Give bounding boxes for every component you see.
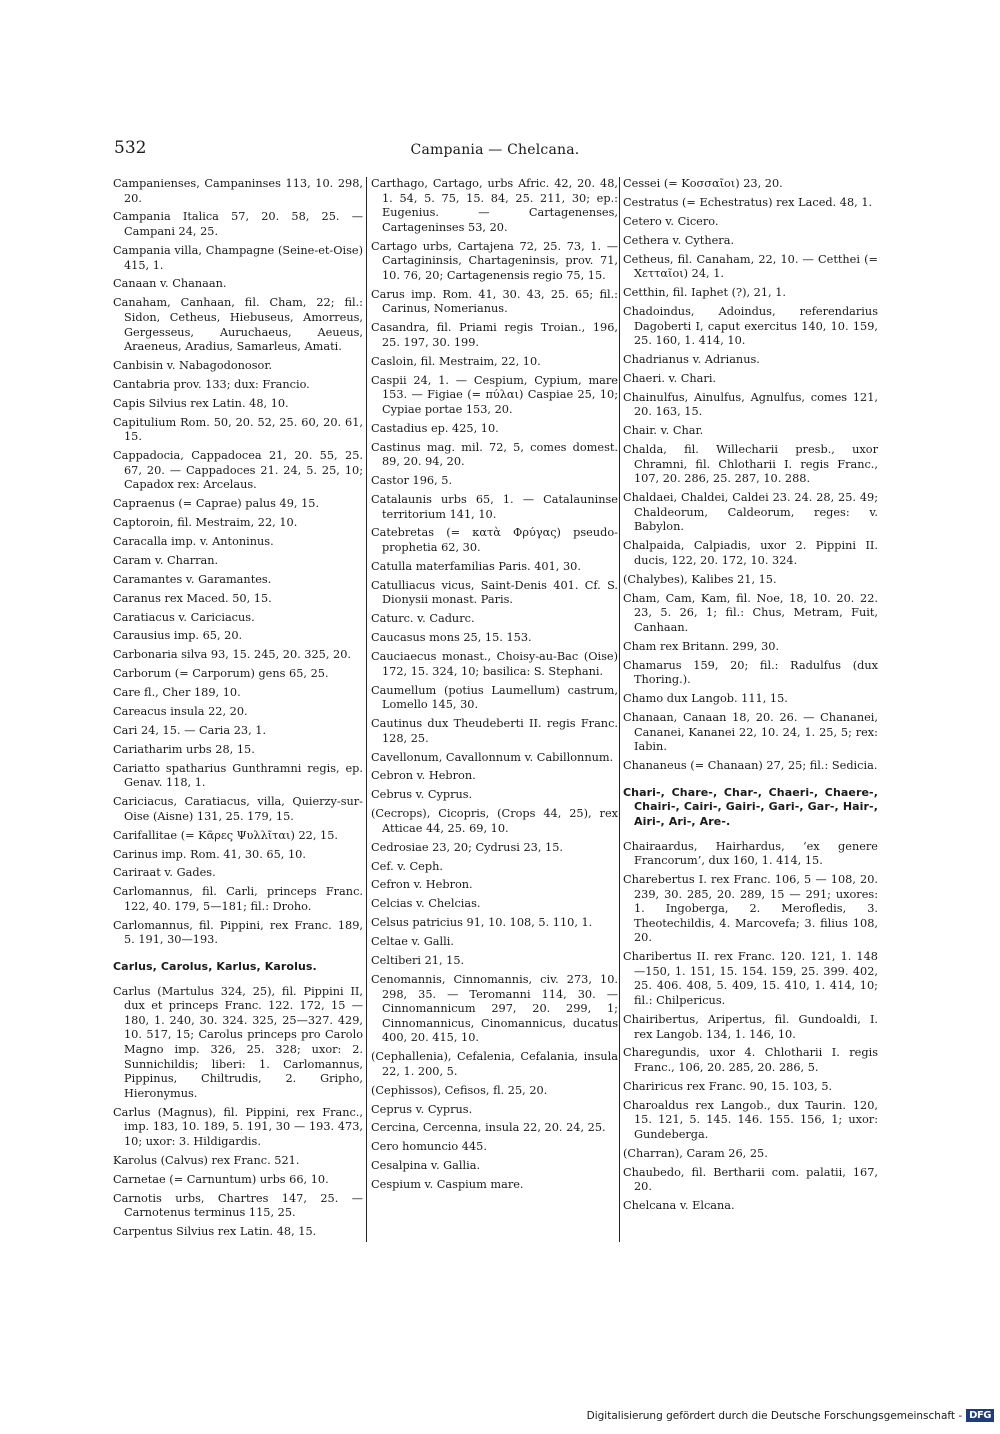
index-entry: Caracalla imp. v. Antoninus. — [113, 535, 274, 549]
index-entry: Capitulium Rom. 50, 20. 52, 25. 60, 20. 61, 15. — [113, 415, 363, 444]
index-entry: (Chalybes), Kalibes 21, 15. — [623, 572, 777, 586]
index-entry: Cethera v. Cythera. — [623, 233, 735, 247]
index-entry: Ceprus v. Cyprus. — [371, 1102, 473, 1116]
column-rule-right — [619, 177, 620, 1242]
index-entry: Casloin, fil. Mestraim, 22, 10. — [371, 354, 541, 368]
index-entry: Caramantes v. Garamantes. — [113, 572, 272, 586]
index-entry: Carus imp. Rom. 41, 30. 43, 25. 65; fil.: Carinus, Nomerianus. — [371, 287, 618, 316]
index-entry: Cetheus, fil. Canaham, 22, 10. — Cetthei (= Χετταῖοι) 24, 1. — [623, 252, 878, 281]
index-entry: (Charran), Caram 26, 25. — [623, 1146, 768, 1160]
index-entry: Chadrianus v. Adrianus. — [623, 353, 760, 367]
index-entry: Carifallitae (= Κᾶρες Ψυλλῖται) 22, 15. — [113, 828, 338, 842]
index-entry: Cenomannis, Cinnomannis, civ. 273, 10. 298, 35. — Teromanni 114, 30. — Cinnomannicum 297, 20. 299, 1; Cinnomannicus, Cinomannicus, ducatus 400, 20. 415, 10. — [371, 972, 618, 1045]
index-entry: Cariciacus, Caratiacus, villa, Quierzy-sur-Oise (Aisne) 131, 25. 179, 15. — [113, 795, 363, 823]
index-entry: Canaan v. Chanaan. — [113, 277, 227, 291]
index-entry: Carlus (Martulus 324, 25), fil. Pippini II, dux et princeps Franc. 122. 172, 15 —180, 1. 240, 30. 324. 325, 25—327. 429, 10. 517, 15; Carolus princeps pro Carolo Magno imp. 326, 25. 328; uxor: 2. Sunnichildis; liberi: 1. Carlomannus, Pippinus, Chiltrudis, 2. Gripho, Hieronymus. — [113, 984, 363, 1100]
index-entry: Chalpaida, Calpiadis, uxor 2. Pippini II. ducis, 122, 20. 172, 10. 324. — [623, 539, 878, 567]
index-entry: Caram v. Charran. — [113, 553, 219, 567]
index-entry: Cebron v. Hebron. — [371, 769, 476, 783]
index-entry: Chair. v. Char. — [623, 424, 704, 438]
index-entry: (Cecrops), Cicopris, (Crops 44, 25), rex Atticae 44, 25. 69, 10. — [371, 807, 618, 835]
index-entry: Chamarus 159, 20; fil.: Radulfus (dux Thoring.). — [623, 658, 878, 687]
index-entry: Catulliacus vicus, Saint-Denis 401. Cf. S. Dionysii monast. Paris. — [371, 578, 618, 607]
index-entry: Caturc. v. Cadurc. — [371, 612, 475, 626]
index-entry: Chanaan, Canaan 18, 20. 26. — Chananei, Cananei, Kananei 22, 10. 24, 1. 25, 5; rex: Iabin. — [623, 711, 878, 754]
index-entry: Chananeus (= Chanaan) 27, 25; fil.: Sedicia. — [623, 759, 878, 773]
index-entry: Cariraat v. Gades. — [113, 866, 216, 880]
index-entry: Chaldaei, Chaldei, Caldei 23. 24. 28, 25. 49; Chaldeorum, Caldeorum, reges: v. Babylon. — [623, 491, 878, 534]
index-entry: Carbonaria silva 93, 15. 245, 20. 325, 20. — [113, 648, 352, 662]
index-entry: Cero homuncio 445. — [371, 1140, 487, 1154]
index-entry: Canbisin v. Nabagodonosor. — [113, 359, 273, 373]
index-entry: Caucasus mons 25, 15. 153. — [371, 631, 532, 645]
index-entry: Carlus (Magnus), fil. Pippini, rex Franc., imp. 183, 10. 189, 5. 191, 30 — 193. 473, 10; uxor: 3. Hildigardis. — [113, 1105, 363, 1148]
index-entry: Catebretas (= κατὰ Φρύγας) pseudo-prophetia 62, 30. — [371, 526, 618, 555]
index-entry: Cedrosiae 23, 20; Cydrusi 23, 15. — [371, 840, 563, 854]
index-entry: Caranus rex Maced. 50, 15. — [113, 591, 272, 605]
index-entry: Cetthin, fil. Iaphet (?), 21, 1. — [623, 286, 786, 300]
index-entry: (Cephallenia), Cefalenia, Cefalania, insula 22, 1. 200, 5. — [371, 1050, 618, 1078]
index-entry: Castadius ep. 425, 10. — [371, 421, 499, 435]
index-column-1 — [113, 177, 363, 1244]
index-entry: Charebertus I. rex Franc. 106, 5 — 108, 20. 239, 30. 285, 20. 289, 15 — 291; uxores: 1. Ingoberga, 2. Merofledis, 3. Theotechildis, 4. Marcovefa; 3. filius 108, 20. — [623, 872, 878, 945]
index-entry: Campania Italica 57, 20. 58, 25. — Campani 24, 25. — [113, 210, 363, 239]
footer-credit — [587, 1409, 994, 1422]
index-entry: Carinus imp. Rom. 41, 30. 65, 10. — [113, 847, 306, 861]
index-entry: Caumellum (potius Laumellum) castrum, Lomello 145, 30. — [371, 683, 618, 712]
index-entry: Carborum (= Carporum) gens 65, 25. — [113, 667, 329, 681]
index-entry: Careacus insula 22, 20. — [113, 705, 248, 719]
index-entry: Caratiacus v. Cariciacus. — [113, 610, 255, 624]
index-entry: Chaubedo, fil. Bertharii com. palatii, 167, 20. — [623, 1165, 878, 1194]
index-entry: Cariatto spatharius Gunthramni regis, ep. Genav. 118, 1. — [113, 761, 363, 790]
index-entry: Cespium v. Caspium mare. — [371, 1178, 524, 1192]
index-entry: Campanienses, Campaninses 113, 10. 298, 20. — [113, 177, 363, 205]
index-entry: Carpentus Silvius rex Latin. 48, 15. — [113, 1225, 317, 1239]
running-head: Campania — Chelcana. — [410, 142, 580, 158]
index-entry: Carthago, Cartago, urbs Afric. 42, 20. 48, 1. 54, 5. 75, 15. 84, 25. 211, 30; ep.: Eugenius. — Cartagenenses, Cartageninses 53, 20. — [371, 177, 618, 234]
index-entry: Charegundis, uxor 4. Chlotharii I. regis Franc., 106, 20. 285, 20. 286, 5. — [623, 1046, 878, 1074]
index-entry: Cebrus v. Cyprus. — [371, 788, 473, 802]
section-heading: Carlus, Carolus, Karlus, Karolus. — [113, 960, 317, 974]
index-entry: Castinus mag. mil. 72, 5, comes domest. 89, 20. 94, 20. — [371, 440, 618, 469]
index-entry: Celtiberi 21, 15. — [371, 954, 465, 968]
index-entry: Cham rex Britann. 299, 30. — [623, 639, 780, 653]
index-entry: Capraenus (= Caprae) palus 49, 15. — [113, 497, 320, 511]
index-entry: Care fl., Cher 189, 10. — [113, 686, 241, 700]
index-entry: Chelcana v. Elcana. — [623, 1199, 735, 1213]
index-entry: Cantabria prov. 133; dux: Francio. — [113, 377, 310, 391]
index-entry: Carnetae (= Carnuntum) urbs 66, 10. — [113, 1172, 329, 1186]
index-entry: Cautinus dux Theudeberti II. regis Franc. 128, 25. — [371, 717, 618, 745]
index-entry: Cavellonum, Cavallonnum v. Cabillonnum. — [371, 750, 614, 764]
index-entry: Catalaunis urbs 65, 1. — Catalauninse territorium 141, 10. — [371, 492, 618, 521]
index-entry: Cercina, Cercenna, insula 22, 20. 24, 25. — [371, 1121, 606, 1135]
index-entry: Chairibertus, Aripertus, fil. Gundoaldi, I. rex Langob. 134, 1. 146, 10. — [623, 1012, 878, 1041]
index-entry: Charibertus II. rex Franc. 120. 121, 1. 148—150, 1. 151, 15. 154. 159, 25. 399. 402, 25. 406. 408, 5. 409, 15. 410, 1. 414, 10; fil.: Chilpericus. — [623, 950, 878, 1008]
index-entry: Carlomannus, fil. Pippini, rex Franc. 189, 5. 191, 30—193. — [113, 918, 363, 947]
column-rule-left — [366, 177, 367, 1242]
index-entry: Cestratus (= Echestratus) rex Laced. 48, 1. — [623, 195, 873, 209]
index-entry: Chalda, fil. Willecharii presb., uxor Chramni, fil. Chlotharii I. regis Franc., 107, 20. 286, 25. 287, 10. 288. — [623, 443, 878, 486]
index-entry: (Cephissos), Cefisos, fl. 25, 20. — [371, 1083, 548, 1097]
index-entry: Celsus patricius 91, 10. 108, 5. 110, 1. — [371, 916, 593, 930]
index-entry: Campania villa, Champagne (Seine-et-Oise) 415, 1. — [113, 243, 363, 272]
dfg-logo: DFG — [966, 1409, 994, 1422]
index-entry: Cariatharim urbs 28, 15. — [113, 742, 255, 756]
index-entry: Capis Silvius rex Latin. 48, 10. — [113, 396, 289, 410]
index-entry: Catulla materfamilias Paris. 401, 30. — [371, 559, 581, 573]
section-heading: Chari-, Chare-, Char-, Chaeri-, Chaere-, Chairi-, Cairi-, Gairi-, Gari-, Gar-, Hair-, Airi-, Ari-, Are-. — [623, 785, 878, 828]
index-entry: Chaeri. v. Chari. — [623, 371, 717, 385]
index-entry: Chadoindus, Adoindus, referendarius Dagoberti I, caput exercitus 140, 10. 159, 25. 160, 1. 414, 10. — [623, 304, 878, 348]
index-entry: Charoaldus rex Langob., dux Taurin. 120, 15. 121, 5. 145. 146. 155. 156, 1; uxor: Gundeberga. — [623, 1098, 878, 1141]
index-entry: Carausius imp. 65, 20. — [113, 629, 243, 643]
index-entry: Chainulfus, Ainulfus, Agnulfus, comes 121, 20. 163, 15. — [623, 390, 878, 419]
page-number: 532 — [114, 138, 147, 158]
index-entry: Cauciaecus monast., Choisy-au-Bac (Oise) 172, 15. 324, 10; basilica: S. Stephani. — [371, 650, 618, 678]
index-entry: Casandra, fil. Priami regis Troian., 196, 25. 197, 30. 199. — [371, 321, 618, 349]
index-column-2 — [371, 177, 618, 1197]
index-entry: Cessei (= Κοσσαῖοι) 23, 20. — [623, 177, 783, 190]
index-entry: Captoroin, fil. Mestraim, 22, 10. — [113, 516, 298, 530]
index-entry: Chariricus rex Franc. 90, 15. 103, 5. — [623, 1079, 833, 1093]
index-entry: Cartago urbs, Cartajena 72, 25. 73, 1. — Cartagininsis, Chartageninsis, prov. 71, 10. 76, 20; Cartagenensis regio 75, 15. — [371, 239, 618, 282]
index-entry: Caspii 24, 1. — Cespium, Cypium, mare 153. — Figiae (= πύλαι) Caspiae 25, 10; Cypiae portae 153, 20. — [371, 373, 618, 416]
index-entry: Celtae v. Galli. — [371, 935, 454, 949]
index-entry: Cappadocia, Cappadocea 21, 20. 55, 25. 67, 20. — Cappadoces 21. 24, 5. 25, 10; Capadox rex: Arcelaus. — [113, 449, 363, 492]
index-column-3 — [623, 177, 878, 1218]
index-entry: Chamo dux Langob. 111, 15. — [623, 692, 788, 706]
index-entry: Cham, Cam, Kam, fil. Noe, 18, 10. 20. 22. 23, 5. 26, 1; fil.: Chus, Metram, Fuit, Canhaan. — [623, 591, 878, 634]
index-entry: Celcias v. Chelcias. — [371, 897, 481, 911]
index-entry: Karolus (Calvus) rex Franc. 521. — [113, 1153, 300, 1167]
index-entry: Cesalpina v. Gallia. — [371, 1159, 481, 1173]
index-entry: Carlomannus, fil. Carli, princeps Franc. 122, 40. 179, 5—181; fil.: Droho. — [113, 885, 363, 913]
index-entry: Castor 196, 5. — [371, 474, 453, 488]
index-entry: Carnotis urbs, Chartres 147, 25. — Carnotenus terminus 115, 25. — [113, 1191, 363, 1220]
index-entry: Chairaardus, Hairhardus, ‘ex genere Francorum’, dux 160, 1. 414, 15. — [623, 839, 878, 868]
index-entry: Cef. v. Ceph. — [371, 859, 443, 873]
footer-text: Digitalisierung gefördert durch die Deutsche Forschungsgemeinschaft - — [586, 1409, 963, 1422]
index-entry: Cefron v. Hebron. — [371, 878, 473, 892]
index-entry: Canaham, Canhaan, fil. Cham, 22; fil.: Sidon, Cetheus, Hiebuseus, Amorreus, Gergesseus, Auruchaeus, Aeueus, Araeneus, Aradius, Samarleus, Amati. — [113, 296, 363, 354]
index-entry: Cari 24, 15. — Caria 23, 1. — [113, 723, 267, 737]
index-entry: Cetero v. Cicero. — [623, 214, 719, 228]
